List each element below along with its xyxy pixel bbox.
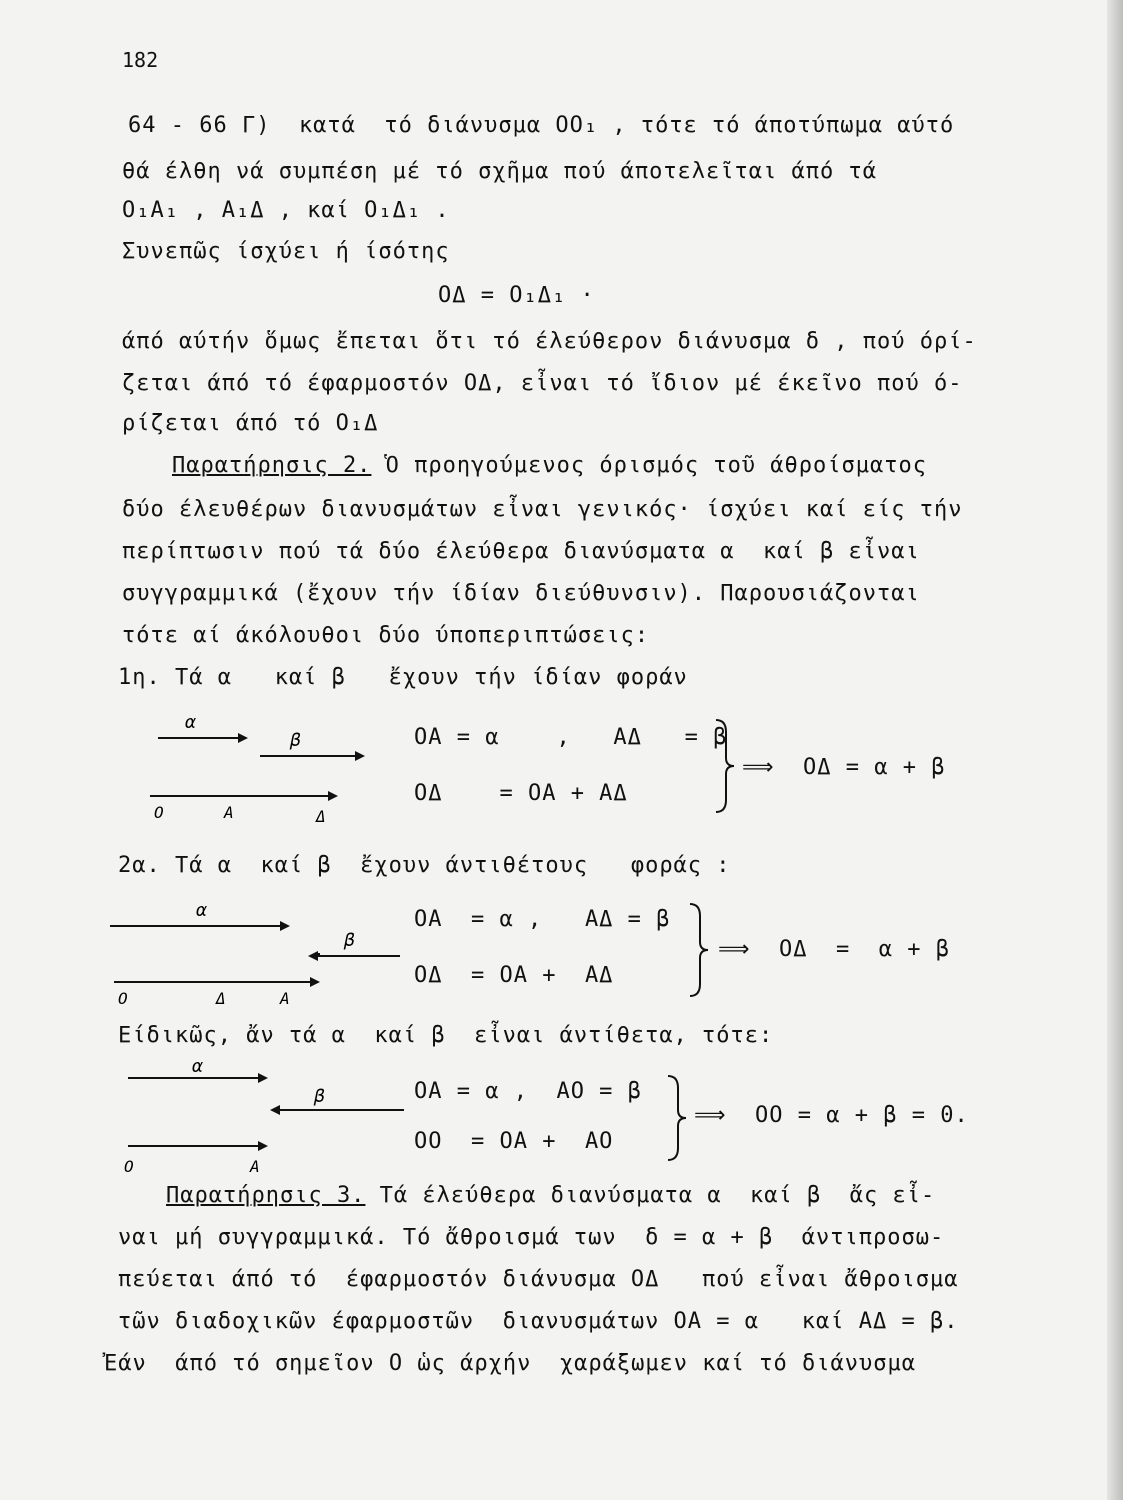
text-line: θά έλθη νά συμπέση μέ τό σχῆμα πού άποτελεῖται άπό τά (122, 159, 877, 184)
text-line: Ἐάν άπό τό σημεῖον O ὡς άρχήν χαράξωμεν καί τό διάνυσμα (104, 1351, 916, 1376)
case-2-equation-2: OΔ = OA + AΔ (414, 963, 614, 988)
point-label-delta: Δ (316, 807, 326, 826)
text-line: άπό αύτήν ὅμως ἔπεται ὅτι τό έλεύθερον διάνυσμα δ , πού όρί- (122, 329, 977, 354)
point-label-o: O (124, 1157, 134, 1176)
text-line: O₁A₁ , A₁Δ , καί O₁Δ₁ . (122, 198, 450, 223)
special-case-brace (664, 1074, 688, 1162)
vector-label-beta: β (344, 930, 355, 951)
point-label-a: A (250, 1157, 260, 1176)
text-line: δύο έλευθέρων διανυσμάτων εἶναι γενικός· ίσχύει καί είς τήν (122, 497, 963, 522)
book-spine-shadow (1107, 0, 1123, 1500)
text-line: ρίζεται άπό τό O₁Δ (122, 411, 379, 436)
point-label-a: A (224, 803, 234, 822)
point-label-o: O (118, 989, 128, 1008)
point-label-a: A (280, 989, 290, 1008)
point-label-delta: Δ (216, 989, 226, 1008)
special-case-result: ⟹ OO = α + β = 0. (694, 1103, 969, 1128)
case-2-beta-vector (300, 930, 410, 970)
case-1-equation-2: OΔ = OA + AΔ (414, 781, 628, 806)
special-case-equation-1: OA = α , AO = β (414, 1079, 642, 1104)
text-line: 64 - 66 Γ) κατά τό διάνυσμα OO₁ , τότε τό άποτύπωμα αύτό (128, 113, 955, 138)
case-1-equation-1: OA = α , AΔ = β (414, 725, 728, 750)
vector-label-alpha: α (185, 712, 196, 733)
vector-label-alpha: α (196, 900, 207, 921)
case-2-brace (686, 902, 710, 998)
text-line: Τά έλεύθερα διανύσματα α καί β ἄς εἶ- (365, 1183, 936, 1208)
vector-label-beta: β (290, 730, 301, 751)
point-label-o: O (154, 803, 164, 822)
special-case-equation-2: OO = OA + AO (414, 1129, 614, 1154)
case-1-result: ⟹ OΔ = α + β (742, 755, 946, 780)
remark-2-paragraph (172, 452, 927, 480)
case-2-result: ⟹ OΔ = α + β (718, 937, 950, 962)
text-line: ζεται άπό τό έφαρμοστόν OΔ, εἶναι τό ἴδιον μέ έκεῖνο πού ό- (122, 371, 963, 396)
text-line: πεύεται άπό τό έφαρμοστόν διάνυσμα OΔ πού εἶναι ἄθροισμα (118, 1267, 959, 1292)
special-case-beta-vector (258, 1088, 408, 1128)
vector-label-beta: β (314, 1086, 325, 1107)
equation-line: OΔ = O₁Δ₁ · (438, 283, 595, 308)
case-1-vector-figure (130, 700, 370, 830)
vector-label-alpha: α (192, 1056, 203, 1077)
text-line: τῶν διαδοχικῶν έφαρμοστῶν διανυσμάτων OA = α καί AΔ = β. (118, 1309, 959, 1334)
remark-2-heading: Παρατήρησις 2. (172, 453, 372, 478)
text-line: τότε αί άκόλουθοι δύο ύποπεριπτώσεις: (122, 623, 650, 648)
remark-3-heading: Παρατήρησις 3. (166, 1183, 366, 1208)
remark-3-paragraph (166, 1182, 935, 1210)
case-2-equation-1: OA = α , AΔ = β (414, 907, 671, 932)
text-line: Ὁ προηγούμενος όρισμός τοῦ άθροίσματος (371, 453, 927, 478)
case-1-title: 1η. Τά α καί β ἔχουν τήν ίδίαν φοράν (118, 665, 688, 690)
text-line: Συνεπῶς ίσχύει ή ίσότης (122, 239, 450, 264)
case-2-title: 2α. Τά α καί β ἔχουν άντιθέτους φοράς : (118, 853, 731, 878)
text-line: περίπτωσιν πού τά δύο έλεύθερα διανύσματα α καί β εἶναι (122, 539, 920, 564)
text-line: ναι μή συγγραμμικά. Τό ἄθροισμά των δ = α + β άντιπροσω- (118, 1225, 945, 1250)
page-number: 182 (122, 48, 159, 72)
text-line: συγγραμμικά (ἔχουν τήν ίδίαν διεύθυνσιν). Παρουσιάζονται (122, 581, 920, 606)
special-case-title: Είδικῶς, ἄν τά α καί β εἶναι άντίθετα, τότε: (118, 1023, 774, 1048)
case-1-brace (712, 718, 736, 814)
